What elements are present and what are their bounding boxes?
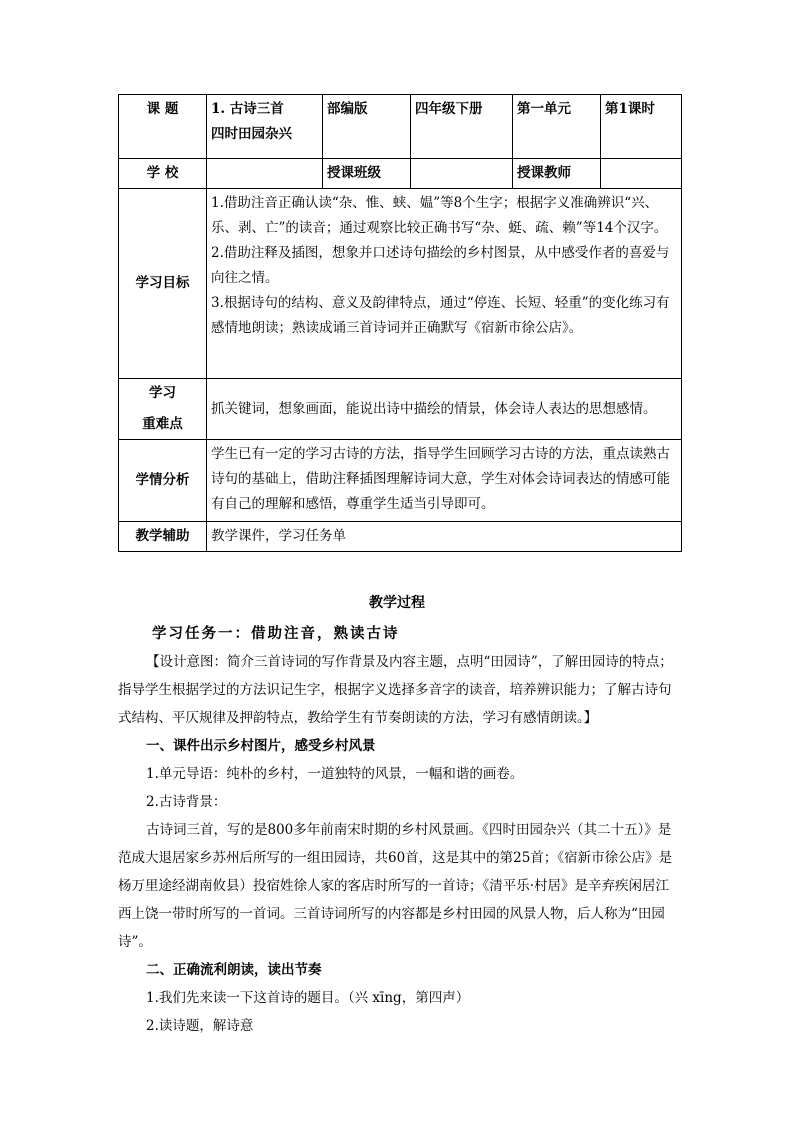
school-label: 学 校 — [119, 159, 207, 189]
unit-cell: 第一单元 — [513, 95, 601, 159]
teacher-label: 授课教师 — [513, 159, 601, 189]
goal-item-2: 2.借助注释及插图，想象并口述诗句描绘的乡村图景，从中感受作者的喜爱与向往之情。 — [211, 245, 670, 286]
design-intent: 【设计意图：简介三首诗词的写作背景及内容主题，点明“田园诗”，了解田园诗的特点；指导学生根据学过的方法识记生字，根据字义选择多音字的读音，培养辨识能力；了解古诗句式结构、平仄规律及押韵特点，教给学生有节奏朗读的方法，学习有感情朗读。】 — [118, 654, 673, 726]
background-text: 古诗词三首，写的是800多年前南宋时期的乡村风景画。《四时田园杂兴（其二十五）》是范成大退居家乡苏州后所写的一组田园诗，共60首，这是其中的第25首；《宿新市徐公店》是杨万里途经湖南攸县）投宿姓徐人家的客店时所写的一首诗；《清平乐·村居》是辛弃疾闲居江西上饶一带时所写的一首词。三首诗词所写的内容都是乡村田园的风景人物，后人称为“田园诗”。 — [118, 822, 673, 950]
task1-title: 学习任务一：借助注音，熟读古诗 — [152, 625, 400, 642]
process-title: 教学过程 — [369, 595, 425, 611]
goal-item-3: 3.根据诗句的结构、意义及韵律特点，通过“停连、长短、轻重”的变化练习有感情地朗读；熟读成诵三首诗词并正确默写《宿新市徐公店》。 — [211, 295, 670, 336]
lesson-title-line1: 1. 古诗三首 — [211, 101, 284, 117]
table-row — [119, 159, 682, 189]
period-cell: 第1课时 — [601, 95, 682, 159]
school-value — [207, 159, 323, 189]
lesson-info-table — [118, 94, 682, 552]
key-points-label — [119, 379, 207, 440]
step1-item1: 1.单元导语：纯朴的乡村，一道独特的风景，一幅和谐的画卷。 — [146, 766, 524, 782]
step2-item1: 1.我们先来读一下这首诗的题目。（兴 xīng，第四声） — [146, 990, 470, 1006]
class-value — [411, 159, 513, 189]
key-points-label-line2: 重难点 — [142, 416, 183, 432]
table-row — [119, 379, 682, 440]
analysis-cell: 学生已有一定的学习古诗的方法，指导学生回顾学习古诗的方法，重点读熟古诗句的基础上，借助注释插图理解诗词大意，学生对体会诗词表达的情感可能有自己的理解和感悟，尊重学生适当引导即可。 — [207, 440, 682, 522]
class-label: 授课班级 — [323, 159, 411, 189]
goals-label: 学习目标 — [119, 189, 207, 379]
step1-item2: 2.古诗背景： — [146, 794, 227, 810]
analysis-label: 学情分析 — [119, 440, 207, 522]
table-row — [119, 95, 682, 159]
goal-item-1: 1.借助注音正确认读“杂、惟、蛱、媪”等8个生字；根据字义准确辨识“兴、乐、剥、亡”的读音；通过观察比较正确书写“杂、蜓、疏、赖”等14个汉字。 — [211, 195, 668, 236]
table-row — [119, 189, 682, 379]
lesson-title-line2: 四时田园杂兴 — [211, 126, 292, 142]
key-points-cell: 抓关键词，想象画面，能说出诗中描绘的情景，体会诗人表达的思想感情。 — [207, 379, 682, 440]
teacher-value — [601, 159, 682, 189]
step2-item2: 2.读诗题，解诗意 — [146, 1018, 254, 1034]
grade-cell: 四年级下册 — [411, 95, 513, 159]
table-row — [119, 440, 682, 522]
lesson-title-cell — [207, 95, 323, 159]
step2-heading: 二、正确流利朗读，读出节奏 — [146, 962, 322, 978]
edition-cell: 部编版 — [323, 95, 411, 159]
aids-label: 教学辅助 — [119, 522, 207, 552]
process-body — [118, 648, 681, 1040]
table-row — [119, 522, 682, 552]
key-points-label-line1: 学习 — [149, 385, 176, 401]
aids-cell: 教学课件，学习任务单 — [207, 522, 682, 552]
step1-heading: 一、课件出示乡村图片，感受乡村风景 — [146, 738, 376, 754]
goals-cell — [207, 189, 682, 379]
topic-label: 课 题 — [119, 95, 207, 159]
